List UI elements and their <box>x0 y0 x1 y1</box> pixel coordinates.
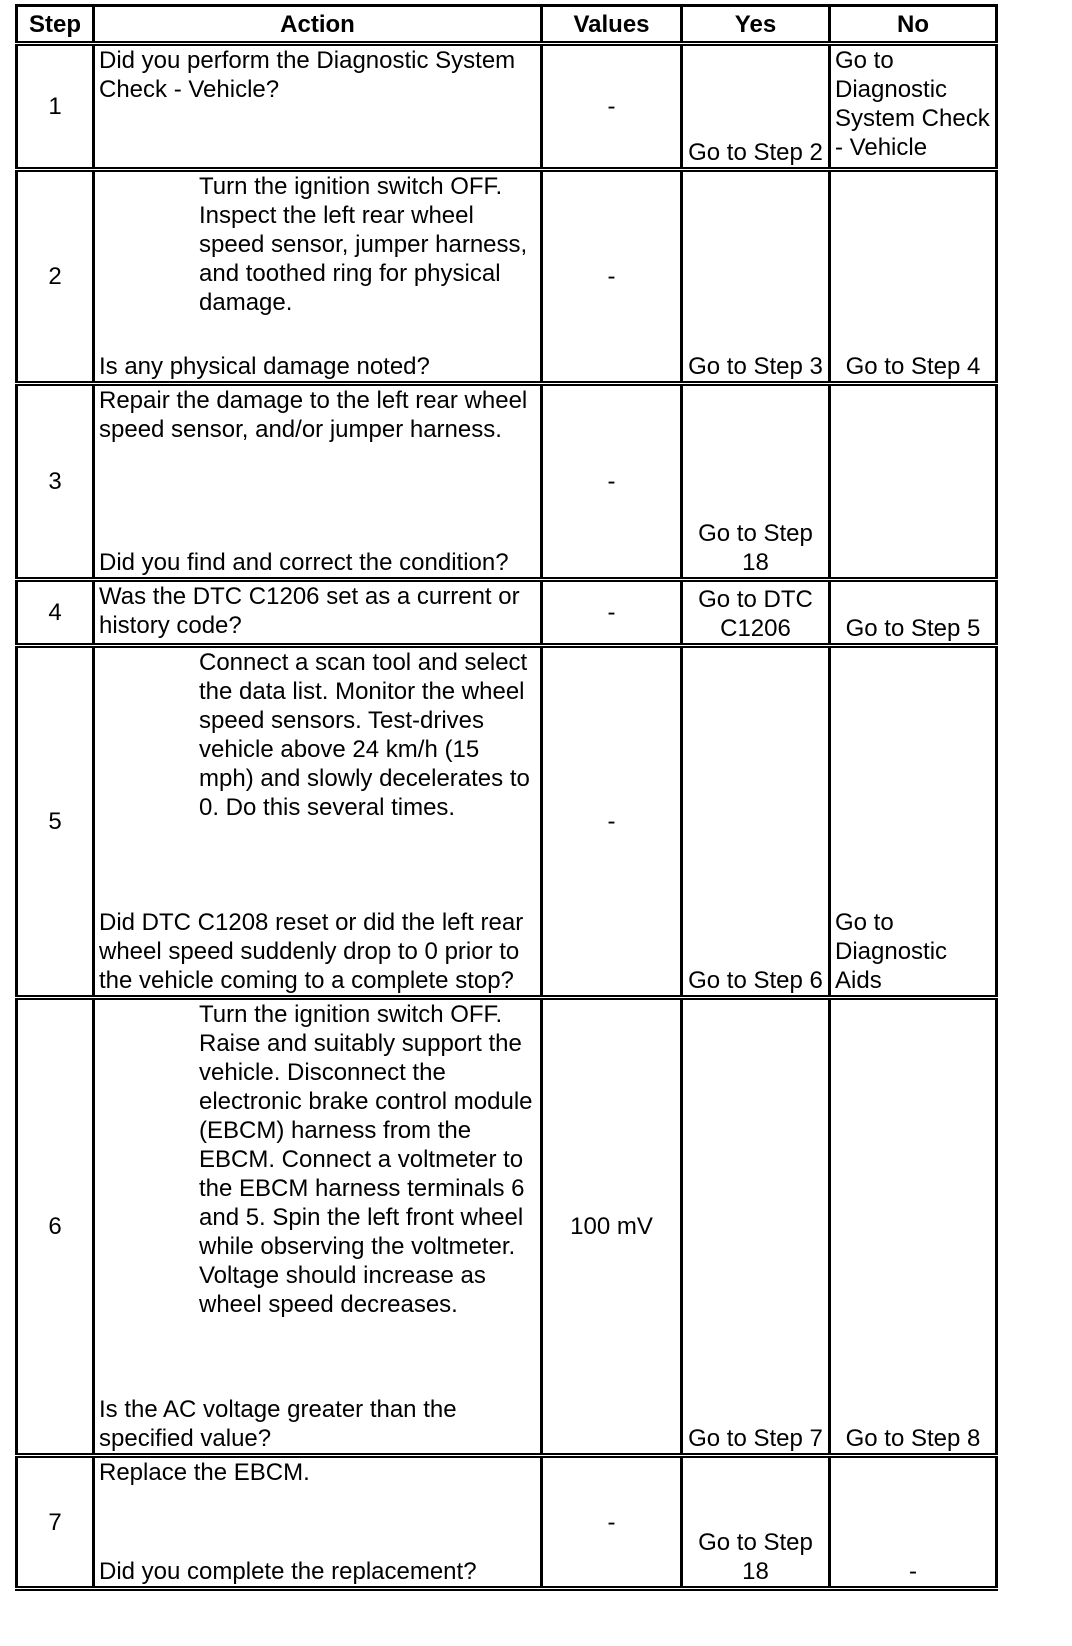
diagnostic-table <box>15 4 998 1591</box>
action-question: Did you complete the replacement? <box>99 1558 477 1585</box>
table-row <box>17 44 997 170</box>
table-row <box>17 170 997 384</box>
action-cell <box>94 384 542 580</box>
action-instructions: Turn the ignition switch OFF. Inspect the left rear wheel speed sensor, jumper harness, and toothed ring for physical damage. <box>199 173 528 316</box>
step-number: 3 <box>17 384 94 580</box>
action-cell <box>94 44 542 170</box>
header-yes: Yes <box>682 6 830 44</box>
yes-link[interactable]: Go to Step 7 <box>682 998 830 1456</box>
table-row <box>17 580 997 646</box>
step-number: 5 <box>17 646 94 998</box>
step-number: 4 <box>17 580 94 646</box>
values-cell: - <box>542 1456 682 1589</box>
header-row <box>17 6 997 44</box>
table-row <box>17 646 997 998</box>
step-number: 1 <box>17 44 94 170</box>
action-cell <box>94 580 542 646</box>
values-cell: - <box>542 580 682 646</box>
no-link[interactable]: Go to Step 5 <box>830 580 997 646</box>
yes-link[interactable]: Go to DTC C1206 <box>682 580 830 646</box>
no-link[interactable]: - <box>830 1456 997 1589</box>
header-values: Values <box>542 6 682 44</box>
action-question: Did you find and correct the condition? <box>99 549 509 576</box>
action-question: Was the DTC C1206 set as a current or history code? <box>99 583 520 639</box>
values-cell: 100 mV <box>542 998 682 1456</box>
values-cell: - <box>542 170 682 384</box>
action-instructions: Turn the ignition switch OFF. Raise and suitably support the vehicle. Disconnect the electronic brake control module (EBCM) harness from the EBCM. Connect a voltmeter to the EBCM harness terminals 6 and 5. Spin the left front wheel while observing the voltmeter. Voltage should increase as wheel speed decreases. <box>199 1001 533 1318</box>
action-question: Is any physical damage noted? <box>99 353 430 380</box>
values-cell: - <box>542 646 682 998</box>
values-cell: - <box>542 44 682 170</box>
values-cell: - <box>542 384 682 580</box>
header-no: No <box>830 6 997 44</box>
header-action: Action <box>94 6 542 44</box>
action-cell <box>94 646 542 998</box>
step-number: 7 <box>17 1456 94 1589</box>
no-link[interactable]: Go to Diagnostic Aids <box>830 646 997 998</box>
no-link[interactable]: Go to Step 4 <box>830 170 997 384</box>
action-cell <box>94 170 542 384</box>
header-step: Step <box>17 6 94 44</box>
table-row <box>17 384 997 580</box>
action-question: Did you perform the Diagnostic System Check - Vehicle? <box>99 47 516 103</box>
action-cell <box>94 998 542 1456</box>
no-link[interactable] <box>830 384 997 580</box>
action-instructions: Repair the damage to the left rear wheel speed sensor, and/or jumper harness. <box>99 387 528 443</box>
yes-link[interactable]: Go to Step 18 <box>682 1456 830 1589</box>
action-question: Is the AC voltage greater than the specified value? <box>99 1396 457 1452</box>
step-number: 6 <box>17 998 94 1456</box>
no-link[interactable]: Go to Step 8 <box>830 998 997 1456</box>
yes-link[interactable]: Go to Step 3 <box>682 170 830 384</box>
table-row <box>17 1456 997 1589</box>
no-link[interactable]: Go to Diagnostic System Check - Vehicle <box>830 44 997 170</box>
action-instructions: Connect a scan tool and select the data list. Monitor the wheel speed sensors. Test-drives vehicle above 24 km/h (15 mph) and slowly decelerates to 0. Do this several times. <box>199 649 530 821</box>
action-cell <box>94 1456 542 1589</box>
yes-link[interactable]: Go to Step 2 <box>682 44 830 170</box>
yes-link[interactable]: Go to Step 6 <box>682 646 830 998</box>
yes-link[interactable]: Go to Step 18 <box>682 384 830 580</box>
action-instructions: Replace the EBCM. <box>99 1459 310 1486</box>
table-row <box>17 998 997 1456</box>
step-number: 2 <box>17 170 94 384</box>
action-question: Did DTC C1208 reset or did the left rear wheel speed suddenly drop to 0 prior to the vehicle coming to a complete stop? <box>99 909 524 994</box>
